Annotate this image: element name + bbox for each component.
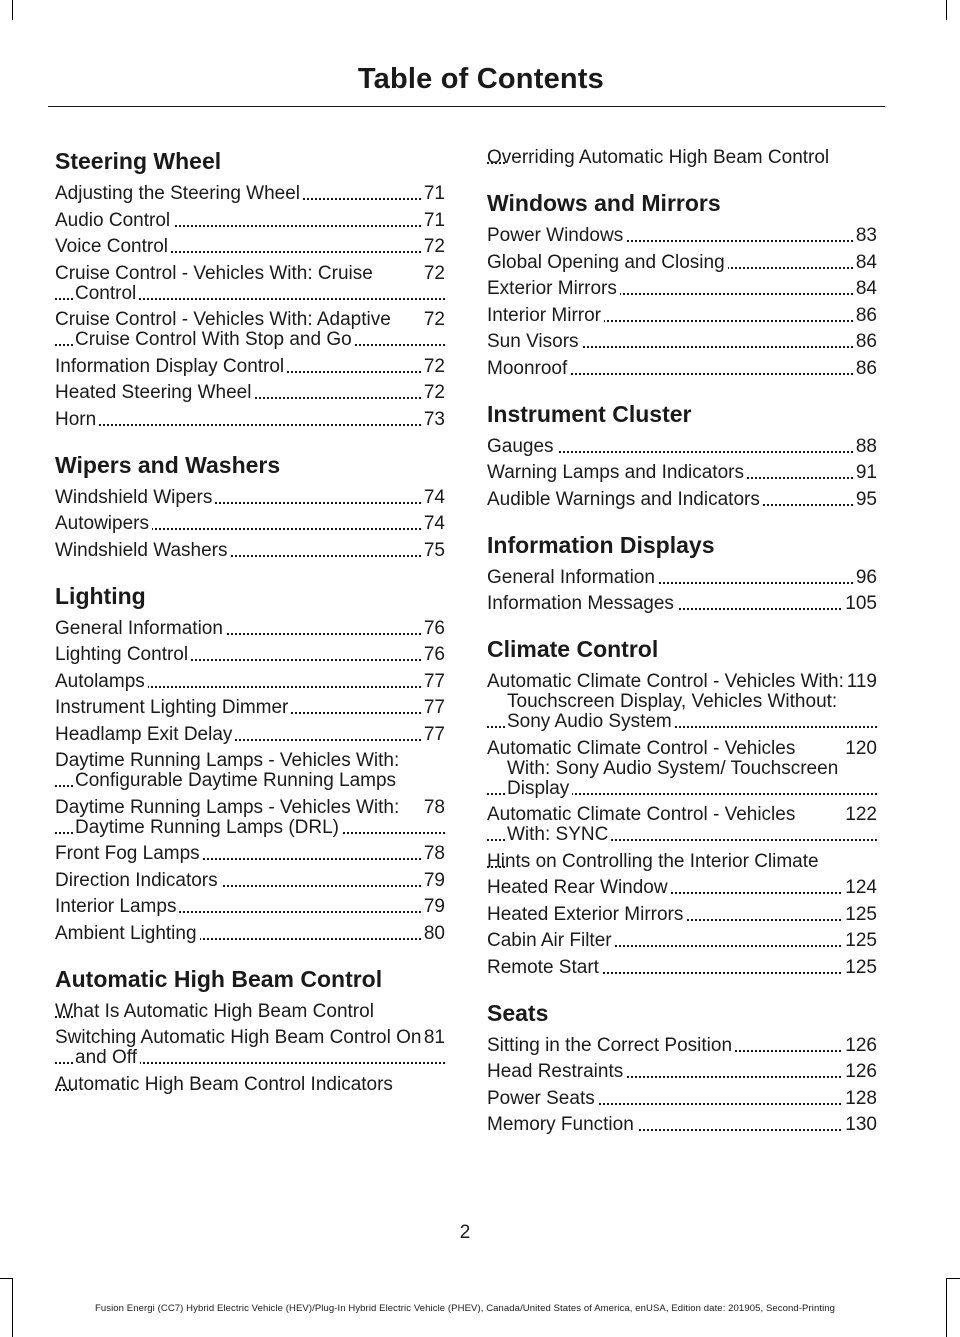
toc-entry-cruise-control-vehicles-with-adaptive-cruise-control-with-stop-and-go[interactable] <box>55 310 445 350</box>
entry-page-number: 74 <box>423 487 445 508</box>
toc-entry-audio-control[interactable] <box>55 211 445 231</box>
crop-mark-top-left <box>12 0 13 20</box>
entry-page-number: 122 <box>845 805 877 825</box>
entry-label: Direction Indicators <box>55 871 221 891</box>
toc-entry-overriding-automatic-high-beam-control[interactable] <box>487 148 877 168</box>
section-title: Instrument Cluster <box>487 400 692 427</box>
crop-mark-bottom-left-h <box>0 1278 13 1279</box>
entry-label: Sun Visors <box>487 332 582 352</box>
entry-page-number: 71 <box>423 210 445 231</box>
crop-mark-bottom-right-h <box>946 1278 960 1279</box>
toc-section-windows-and-mirrors <box>487 188 877 379</box>
entry-label: Cruise Control - Vehicles With: Cruise Control <box>55 263 373 304</box>
entry-page-number: 126 <box>845 1062 877 1082</box>
entry-page-number: 73 <box>423 409 445 430</box>
toc-entry-front-fog-lamps[interactable] <box>55 844 445 864</box>
toc-entry-headlamp-exit-delay[interactable] <box>55 725 445 745</box>
entry-label: Heated Steering Wheel <box>55 383 254 403</box>
toc-section-continued <box>487 148 877 168</box>
toc-entry-horn[interactable] <box>55 410 445 430</box>
toc-right-column <box>487 148 877 1155</box>
toc-entry-hints-on-controlling-the-interior-climate[interactable] <box>487 852 877 872</box>
toc-entry-automatic-climate-control-vehicles-with-sync[interactable] <box>487 805 877 845</box>
entry-page-number: 86 <box>855 305 877 326</box>
toc-entry-exterior-mirrors[interactable] <box>487 279 877 299</box>
entry-page-number: 77 <box>423 671 445 692</box>
toc-entry-automatic-climate-control-vehicles-with-sony-audio-system-touchscreen-display[interactable] <box>487 739 877 799</box>
entry-label: Power Windows <box>487 226 626 246</box>
entry-page-number: 126 <box>845 1035 877 1056</box>
entry-page-number: 130 <box>845 1115 877 1135</box>
entry-page-number: 72 <box>423 263 445 284</box>
toc-entry-daytime-running-lamps-vehicles-with-daytime-running-lamps-drl[interactable] <box>55 798 445 838</box>
toc-entry-moonroof[interactable] <box>487 359 877 379</box>
section-title: Wipers and Washers <box>55 451 281 478</box>
entry-label: Gauges <box>487 437 557 457</box>
entry-page-number: 125 <box>845 957 877 978</box>
entry-page-number: 72 <box>423 356 445 377</box>
toc-section-instrument-cluster <box>487 399 877 510</box>
entry-page-number: 95 <box>855 489 877 510</box>
page-title: Table of Contents <box>357 63 604 95</box>
crop-mark-bottom-right <box>946 1279 947 1337</box>
toc-section-automatic-high-beam-control <box>55 964 445 1095</box>
entry-label: Audible Warnings and Indicators <box>487 490 763 510</box>
entry-page-number: 86 <box>855 358 877 379</box>
section-title: Information Displays <box>487 531 715 558</box>
entry-label: Information Display Control <box>55 357 287 377</box>
toc-entry-power-windows[interactable] <box>487 226 877 246</box>
entry-page-number: 96 <box>855 567 877 588</box>
entry-label: Interior Mirror <box>487 306 604 326</box>
entry-label: Exterior Mirrors <box>487 279 620 299</box>
entry-label: Cabin Air Filter <box>487 931 615 951</box>
entry-label: Overriding Automatic High Beam Control <box>507 148 877 168</box>
entry-label: Audio Control <box>55 211 173 231</box>
entry-page-number: 78 <box>423 797 445 818</box>
entry-label: Cruise Control - Vehicles With: Adaptive Cruise Control With Stop and Go <box>55 310 391 350</box>
entry-page-number: 84 <box>855 279 877 299</box>
toc-entry-direction-indicators[interactable] <box>55 871 445 891</box>
toc-entry-autowipers[interactable] <box>55 514 445 534</box>
crop-mark-top-right <box>946 0 947 20</box>
toc-entry-automatic-high-beam-control-indicators[interactable] <box>55 1075 445 1095</box>
toc-entry-global-opening-and-closing[interactable] <box>487 253 877 273</box>
entry-label: Switching Automatic High Beam Control On and Off <box>55 1028 422 1068</box>
entry-page-number: 84 <box>855 252 877 273</box>
toc-entry-remote-start[interactable] <box>487 958 877 978</box>
entry-label: Warning Lamps and Indicators <box>487 463 747 483</box>
toc-entry-windshield-washers[interactable] <box>55 541 445 561</box>
section-title: Seats <box>487 999 549 1026</box>
toc-entry-cabin-air-filter[interactable] <box>487 931 877 951</box>
entry-label: Power Seats <box>487 1089 598 1109</box>
entry-label: Automatic Climate Control - Vehicles With: Sony Audio System/ Touchscreen Display <box>487 738 839 799</box>
entry-page-number: 71 <box>423 184 445 204</box>
entry-label: General Information <box>55 619 226 639</box>
entry-page-number: 79 <box>423 897 445 917</box>
entry-page-number: 76 <box>423 618 445 639</box>
entry-label: Daytime Running Lamps - Vehicles With: Configurable Daytime Running Lamps <box>75 751 445 791</box>
toc-entry-power-seats[interactable] <box>487 1089 877 1109</box>
page-number: 2 <box>459 1222 471 1243</box>
entry-label: Lighting Control <box>55 645 191 665</box>
entry-page-number: 128 <box>845 1088 877 1109</box>
toc-entry-cruise-control-vehicles-with-cruise-control[interactable] <box>55 264 445 304</box>
entry-label: Moonroof <box>487 359 570 379</box>
entry-label: Automatic Climate Control - Vehicles With: Touchscreen Display, Vehicles Without: Sony Audio System <box>487 672 844 732</box>
entry-label: Daytime Running Lamps - Vehicles With: Daytime Running Lamps (DRL) <box>55 797 400 838</box>
toc-left-column <box>55 146 445 1115</box>
section-title: Steering Wheel <box>55 148 222 174</box>
entry-page-number: 78 <box>423 844 445 864</box>
toc-entry-windshield-wipers[interactable] <box>55 488 445 508</box>
entry-page-number: 88 <box>855 436 877 457</box>
toc-section-steering-wheel <box>55 146 445 430</box>
entry-label: Ambient Lighting <box>55 924 200 944</box>
entry-label: Adjusting the Steering Wheel <box>55 184 303 204</box>
toc-entry-information-messages[interactable] <box>487 594 877 614</box>
section-title: Climate Control <box>487 636 659 662</box>
entry-label: Voice Control <box>55 237 171 257</box>
section-title: Automatic High Beam Control <box>55 965 383 992</box>
toc-entry-switching-automatic-high-beam-control-on-and-off[interactable] <box>55 1028 445 1068</box>
entry-label: What Is Automatic High Beam Control <box>75 1002 445 1022</box>
entry-page-number: 77 <box>423 698 445 718</box>
entry-label: Hints on Controlling the Interior Climate <box>507 852 877 872</box>
toc-entry-interior-mirror[interactable] <box>487 306 877 326</box>
dot-leader <box>55 424 445 426</box>
toc-entry-memory-function[interactable] <box>487 1115 877 1135</box>
toc-entry-autolamps[interactable] <box>55 672 445 692</box>
toc-entry-ambient-lighting[interactable] <box>55 924 445 944</box>
toc-entry-warning-lamps-and-indicators[interactable] <box>487 463 877 483</box>
entry-label: Automatic Climate Control - Vehicles With: SYNC <box>487 805 796 845</box>
entry-page-number: 72 <box>423 310 445 330</box>
entry-page-number: 105 <box>845 594 877 614</box>
entry-label: Windshield Wipers <box>55 488 215 508</box>
entry-label: Headlamp Exit Delay <box>55 725 235 745</box>
toc-entry-heated-rear-window[interactable] <box>487 878 877 898</box>
toc-entry-what-is-automatic-high-beam-control[interactable] <box>55 1002 445 1022</box>
toc-entry-information-display-control[interactable] <box>55 357 445 377</box>
toc-entry-interior-lamps[interactable] <box>55 897 445 917</box>
footer-edition-info: Fusion Energi (CC7) Hybrid Electric Vehicle (HEV)/Plug-In Hybrid Electric Vehicle (PHEV), Canada/United States of America, enUSA, Edition date: 201905, Second-Printing <box>94 1303 836 1314</box>
entry-page-number: 120 <box>845 738 877 759</box>
entry-page-number: 125 <box>845 931 877 951</box>
entry-page-number: 80 <box>423 923 445 944</box>
entry-label: Memory Function <box>487 1115 637 1135</box>
entry-label: Automatic High Beam Control Indicators <box>75 1075 445 1095</box>
entry-label: Instrument Lighting Dimmer <box>55 698 291 718</box>
toc-entry-sun-visors[interactable] <box>487 332 877 352</box>
entry-label: Heated Rear Window <box>487 878 671 898</box>
entry-page-number: 75 <box>423 540 445 561</box>
entry-page-number: 119 <box>846 672 877 692</box>
entry-page-number: 83 <box>855 226 877 246</box>
entry-page-number: 76 <box>423 645 445 665</box>
entry-page-number: 91 <box>855 463 877 483</box>
entry-page-number: 74 <box>423 514 445 534</box>
toc-entry-adjusting-the-steering-wheel[interactable] <box>55 184 445 204</box>
entry-label: Windshield Washers <box>55 541 230 561</box>
entry-label: Autolamps <box>55 672 148 692</box>
section-title: Lighting <box>55 582 146 609</box>
toc-entry-instrument-lighting-dimmer[interactable] <box>55 698 445 718</box>
entry-page-number: 77 <box>423 724 445 745</box>
entry-label: Global Opening and Closing <box>487 253 728 273</box>
entry-label: Information Messages <box>487 594 677 614</box>
entry-label: Remote Start <box>487 958 602 978</box>
toc-entry-voice-control[interactable] <box>55 237 445 257</box>
entry-label: Horn <box>55 410 99 430</box>
entry-label: Heated Exterior Mirrors <box>487 905 686 925</box>
entry-page-number: 72 <box>423 237 445 257</box>
entry-label: Interior Lamps <box>55 897 179 917</box>
entry-label: Front Fog Lamps <box>55 844 203 864</box>
toc-entry-head-restraints[interactable] <box>487 1062 877 1082</box>
toc-entry-general-information[interactable] <box>487 568 877 588</box>
entry-page-number: 125 <box>845 904 877 925</box>
toc-entry-heated-steering-wheel[interactable] <box>55 383 445 403</box>
header-rule <box>48 106 885 107</box>
entry-page-number: 86 <box>855 332 877 352</box>
toc-entry-heated-exterior-mirrors[interactable] <box>487 905 877 925</box>
toc-section-information-displays <box>487 530 877 615</box>
toc-section-lighting <box>55 581 445 944</box>
toc-section-seats <box>487 998 877 1136</box>
toc-entry-daytime-running-lamps-vehicles-with-configurable-daytime-running-lamps[interactable] <box>55 751 445 791</box>
entry-page-number: 124 <box>845 878 877 898</box>
toc-entry-sitting-in-the-correct-position[interactable] <box>487 1036 877 1056</box>
toc-entry-automatic-climate-control-vehicles-with-touchscreen-display-vehicles-without-sony-audio-system[interactable] <box>487 672 877 732</box>
section-title: Windows and Mirrors <box>487 190 721 216</box>
toc-entry-gauges[interactable] <box>487 437 877 457</box>
entry-label: Head Restraints <box>487 1062 626 1082</box>
entry-page-number: 72 <box>423 383 445 403</box>
entry-label: Autowipers <box>55 514 152 534</box>
toc-entry-lighting-control[interactable] <box>55 645 445 665</box>
entry-page-number: 81 <box>423 1028 445 1048</box>
toc-section-wipers-and-washers <box>55 450 445 561</box>
entry-page-number: 79 <box>423 870 445 891</box>
toc-section-climate-control <box>487 634 877 978</box>
entry-label: General Information <box>487 568 658 588</box>
toc-entry-general-information[interactable] <box>55 619 445 639</box>
entry-label: Sitting in the Correct Position <box>487 1036 735 1056</box>
toc-entry-audible-warnings-and-indicators[interactable] <box>487 490 877 510</box>
